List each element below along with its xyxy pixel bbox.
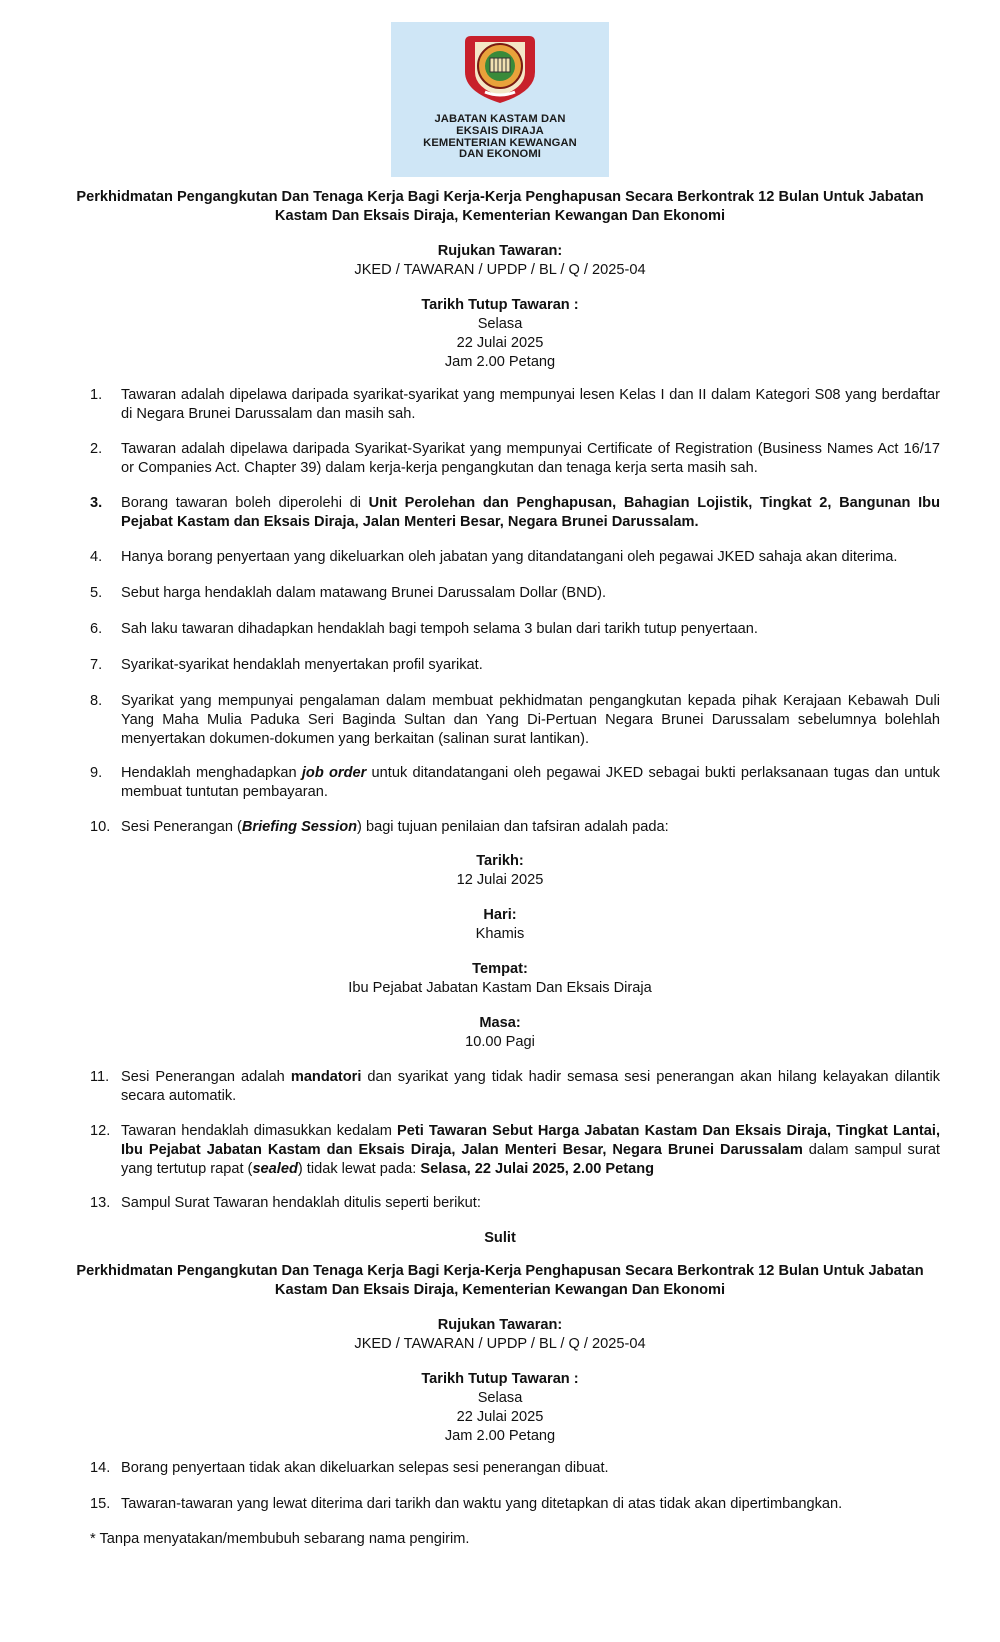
briefing-date-label: Tarikh: bbox=[476, 853, 524, 869]
item-text: Borang tawaran boleh diperolehi di Unit Perolehan dan Penghapusan, Bahagian Lojistik, Tingkat 2, Bangunan Ibu Pejabat Kastam dan Eksais Diraja, Jalan Menteri Besar, Negara Brunei Darussalam. bbox=[121, 495, 940, 530]
item-number: 9. bbox=[90, 765, 103, 781]
item-text: Syarikat-syarikat hendaklah menyertakan profil syarikat. bbox=[121, 657, 483, 673]
list-item-5 bbox=[90, 584, 940, 603]
briefing-place bbox=[60, 960, 940, 998]
item-text: Sesi Penerangan adalah mandatori dan syarikat yang tidak hadir semasa sesi penerangan akan hilang kelayakan dilantik secara automatik. bbox=[121, 1069, 941, 1104]
list-item-10 bbox=[90, 818, 940, 837]
envelope-classification: Sulit bbox=[484, 1230, 516, 1246]
list-item-2 bbox=[90, 440, 940, 478]
item-number: 4. bbox=[90, 549, 103, 565]
envelope-reference-section bbox=[60, 1316, 940, 1354]
item-text: Sampul Surat Tawaran hendaklah ditulis seperti berikut: bbox=[121, 1195, 481, 1211]
item-number: 11. bbox=[90, 1069, 110, 1085]
item-text: Hendaklah menghadapkan job order untuk ditandatangani oleh pegawai JKED sebagai bukti perlaksanaan tugas dan untuk membuat tuntutan pembayaran. bbox=[121, 765, 940, 800]
item-bold-text: mandatori bbox=[290, 1069, 362, 1085]
reference-value: JKED / TAWARAN / UPDP / BL / Q / 2025-04 bbox=[354, 262, 646, 278]
department-logo bbox=[391, 22, 609, 177]
item-text: Tawaran-tawaran yang lewat diterima dari tarikh dan waktu yang ditetapkan di atas tidak akan dipertimbangkan. bbox=[121, 1496, 843, 1512]
briefing-place-value: Ibu Pejabat Jabatan Kastam Dan Eksais Diraja bbox=[348, 980, 652, 996]
footnote: * Tanpa menyatakan/membubuh sebarang nama pengirim. bbox=[90, 1531, 470, 1547]
item-text: Sebut harga hendaklah dalam matawang Brunei Darussalam Dollar (BND). bbox=[121, 585, 607, 601]
item-number: 2. bbox=[90, 441, 103, 457]
logo-line-4: DAN EKONOMI bbox=[459, 148, 541, 161]
item-number: 7. bbox=[90, 657, 103, 673]
closing-time: Jam 2.00 Petang bbox=[444, 354, 556, 370]
briefing-date-value: 12 Julai 2025 bbox=[456, 872, 544, 888]
briefing-day-label: Hari: bbox=[483, 907, 517, 923]
logo-line-2: EKSAIS DIRAJA bbox=[456, 124, 544, 137]
item-number: 1. bbox=[90, 387, 103, 403]
item-text: Tawaran hendaklah dimasukkan kedalam Peti Tawaran Sebut Harga Jabatan Kastam Dan Eksais Diraja, Tingkat Lantai, Ibu Pejabat Jabatan Kastam dan Eksais Diraja, Jalan Menteri Besar, Negara Brunei Darussalam dalam sampul surat yang tertutup rapat (sealed) tidak lewat pada: Selasa, 22 Julai 2025, 2.00 Petang bbox=[121, 1123, 940, 1177]
item-number: 13. bbox=[90, 1195, 111, 1211]
item-emphasis: job order bbox=[301, 765, 367, 781]
envelope-closing-time: Jam 2.00 Petang bbox=[444, 1428, 556, 1444]
envelope-closing-label: Tarikh Tutup Tawaran : bbox=[421, 1371, 579, 1387]
reference-label: Rujukan Tawaran: bbox=[437, 243, 563, 259]
list-item-12 bbox=[90, 1122, 940, 1179]
briefing-day bbox=[60, 906, 940, 944]
item-bold-deadline: Selasa, 22 Julai 2025, 2.00 Petang bbox=[420, 1161, 655, 1177]
closing-label: Tarikh Tutup Tawaran : bbox=[421, 297, 579, 313]
list-item-15 bbox=[90, 1495, 940, 1514]
list-item-4 bbox=[90, 548, 940, 567]
item-text: Tawaran adalah dipelawa daripada syarikat-syarikat yang mempunyai lesen Kelas I dan II dalam Kategori S08 yang berdaftar di Negara Brunei Darussalam dan masih sah. bbox=[121, 387, 940, 422]
reference-section bbox=[60, 242, 940, 280]
briefing-time bbox=[60, 1014, 940, 1052]
briefing-time-value: 10.00 Pagi bbox=[465, 1034, 535, 1050]
item-text: Hanya borang penyertaan yang dikeluarkan oleh jabatan yang ditandatangani oleh pegawai JKED sahaja akan diterima. bbox=[121, 549, 898, 565]
list-item-1 bbox=[90, 386, 940, 424]
item-bold-text: Peti Tawaran Sebut Harga Jabatan Kastam Dan Eksais Diraja, Tingkat Lantai, Ibu Pejabat Jabatan Kastam dan Eksais Diraja, Jalan Menteri Besar, Negara Brunei Darussalam bbox=[121, 1123, 940, 1158]
item-text: Borang penyertaan tidak akan dikeluarkan selepas sesi penerangan dibuat. bbox=[121, 1460, 609, 1476]
item-emphasis: Briefing Session bbox=[241, 819, 358, 835]
list-item-14 bbox=[90, 1459, 940, 1478]
item-number: 3. bbox=[90, 495, 103, 511]
envelope-closing-day: Selasa bbox=[477, 1390, 523, 1406]
closing-day: Selasa bbox=[477, 316, 523, 332]
item-text: Tawaran adalah dipelawa daripada Syarikat-Syarikat yang mempunyai Certificate of Registration (Business Names Act 16/17 or Companies Act. Chapter 39) dalam kerja-kerja pengangkutan dan tenaga kerja serta masih sah. bbox=[121, 441, 940, 476]
envelope-closing-section bbox=[60, 1370, 940, 1446]
list-item-9 bbox=[90, 764, 940, 802]
item-number: 12. bbox=[90, 1123, 111, 1139]
item-text: Sah laku tawaran dihadapkan hendaklah bagi tempoh selama 3 bulan dari tarikh tutup penyertaan. bbox=[121, 621, 758, 637]
briefing-day-value: Khamis bbox=[475, 926, 525, 942]
envelope-closing-date: 22 Julai 2025 bbox=[456, 1409, 544, 1425]
list-item-11 bbox=[90, 1068, 940, 1106]
briefing-place-label: Tempat: bbox=[472, 961, 528, 977]
item-number: 14. bbox=[90, 1460, 111, 1476]
tender-title: Perkhidmatan Pengangkutan Dan Tenaga Kerja Bagi Kerja-Kerja Penghapusan Secara Berkontrak 12 Bulan Untuk Jabatan Kastam Dan Eksais Diraja, Kementerian Kewangan Dan Ekonomi bbox=[76, 189, 924, 224]
briefing-date bbox=[60, 852, 940, 890]
crest-emblem-icon bbox=[461, 28, 539, 106]
item-text: Syarikat yang mempunyai pengalaman dalam membuat pekhidmatan pengangkutan kepada pihak Kerajaan Kebawah Duli Yang Maha Mulia Paduka Seri Baginda Sultan dan Yang Di-Pertuan Negara Brunei Darussalam sebelumnya bolehlah menyertakan dokumen-dokumen yang berkaitan (salinan surat lantikan). bbox=[121, 693, 940, 747]
briefing-time-label: Masa: bbox=[479, 1015, 521, 1031]
envelope-reference-label: Rujukan Tawaran: bbox=[437, 1317, 563, 1333]
envelope-reference-value: JKED / TAWARAN / UPDP / BL / Q / 2025-04 bbox=[354, 1336, 646, 1352]
list-item-13 bbox=[90, 1194, 940, 1213]
list-item-6 bbox=[90, 620, 940, 639]
item-number: 8. bbox=[90, 693, 103, 709]
item-number: 10. bbox=[90, 819, 111, 835]
logo-line-1: JABATAN KASTAM DAN bbox=[434, 113, 566, 125]
item-text: Sesi Penerangan (Briefing Session) bagi tujuan penilaian dan tafsiran adalah pada: bbox=[121, 819, 669, 835]
item-number: 15. bbox=[90, 1496, 111, 1512]
closing-section bbox=[60, 296, 940, 372]
item-emphasis: sealed bbox=[252, 1161, 298, 1177]
envelope-title: Perkhidmatan Pengangkutan Dan Tenaga Kerja Bagi Kerja-Kerja Penghapusan Secara Berkontrak 12 Bulan Untuk Jabatan Kastam Dan Eksais Diraja, Kementerian Kewangan Dan Ekonomi bbox=[76, 1263, 924, 1298]
item-number: 6. bbox=[90, 621, 103, 637]
item-bold-text: Unit Perolehan dan Penghapusan, Bahagian Lojistik, Tingkat 2, Bangunan Ibu Pejabat Kastam dan Eksais Diraja, Jalan Menteri Besar, Negara Brunei Darussalam. bbox=[121, 495, 940, 530]
list-item-3 bbox=[90, 494, 940, 532]
list-item-8 bbox=[90, 692, 940, 749]
item-number: 5. bbox=[90, 585, 103, 601]
list-item-7 bbox=[90, 656, 940, 675]
logo-line-3: KEMENTERIAN KEWANGAN bbox=[423, 136, 577, 149]
closing-date: 22 Julai 2025 bbox=[456, 335, 544, 351]
